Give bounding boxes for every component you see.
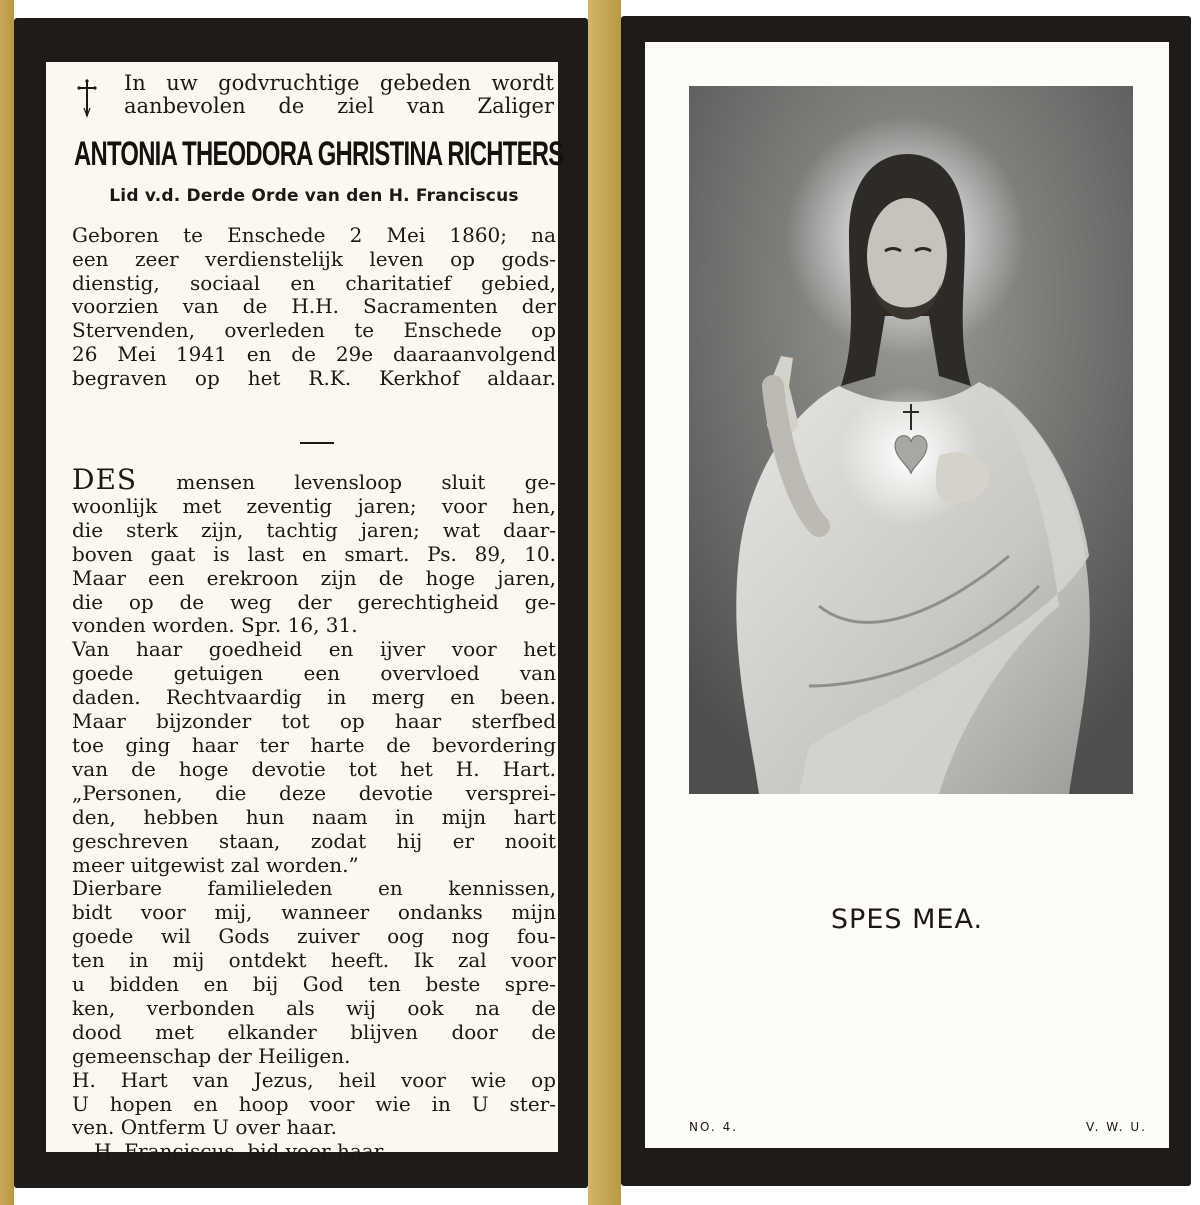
prayer-request [76,72,554,118]
text-line: die sterk zijn, tachtig jaren; wat daar- [72,517,556,542]
text-line-rest: mensen levensloop sluit ge- [137,470,556,494]
biography [72,224,556,391]
text-line [72,463,556,496]
bio-line: Stervenden, overleden te Enschede op [72,318,556,343]
bio-line: 26 Mei 1941 en de 29e daaraanvolgend [72,341,556,366]
text-line: den, hebben hun naam in mijn hart [72,804,556,829]
text-line: daden. Rechtvaardig in merg en been. [72,685,556,710]
bio-line: Geboren te Enschede 2 Mei 1860; na [72,223,556,247]
text-line: Dierbare familieleden en kennissen, [72,876,556,901]
card-edge-left [0,0,14,1205]
bio-line: voorzien van de H.H. Sacramenten der [72,294,556,319]
card-number: NO. 4. [689,1120,739,1134]
text-line: H. Franciscus, bid voor haar. [94,1139,388,1164]
text-line: goede getuigen een overvloed van [72,661,556,686]
text-line: meer uitgewist zal worden.” [72,852,359,877]
text-line: die op de weg der gerechtigheid ge- [72,589,556,614]
text-line: toe ging haar ter harte de bevordering [72,732,556,757]
text-line: gemeenschap der Heiligen. [72,1043,351,1068]
text-line: vonden worden. Spr. 16, 31. [72,613,358,638]
prayer-line: aanbevolen de ziel van Zaliger [124,94,554,118]
membership-line: Lid v.d. Derde Orde van den H. Franciscus [109,186,519,206]
text-line: woonlijk met zeventig jaren; voor hen, [72,493,556,518]
memorial-card-image-side [621,16,1191,1186]
text-line: U hopen en hoop voor wie in U ster- [72,1091,556,1116]
bio-line: een zeer verdienstelijk leven op gods- [72,246,556,271]
text-line: H. Hart van Jezus, heil voor wie op [72,1067,556,1092]
card-edge-between [588,0,621,1205]
memorial-card-text-side [14,18,588,1188]
text-line: dood met elkander blijven door de [72,1019,556,1044]
text-line: geschreven staan, zodat hij er nooit [72,828,556,853]
dropcap: DES [72,463,138,496]
image-panel [645,42,1169,1148]
text-line: van de hoge devotie tot het H. Hart. [72,756,556,781]
text-line: goede wil Gods zuiver oog nog fou- [72,924,556,949]
sacred-heart-image [689,86,1133,794]
cross-icon [76,78,98,118]
text-line: „Personen, die deze devotie versprei- [72,780,556,805]
prayer-line: In uw godvruchtige gebeden wordt [124,71,554,95]
sacred-heart-illustration [689,86,1133,794]
text-line: ken, verbonden als wij ook na de [72,995,556,1020]
bio-line: dienstig, sociaal en charitatief gebied, [72,270,556,295]
memorial-text [72,463,556,1164]
publisher-mark: V. W. U. [1085,1120,1147,1134]
text-line: bidt voor mij, wanneer ondanks mijn [72,900,556,925]
text-line: ten in mij ontdekt heeft. Ik zal voor [72,948,556,973]
bio-line: begraven op het R.K. Kerkhof aldaar. [72,365,556,390]
text-line: u bidden en bij God ten beste spre- [72,972,556,997]
motto: SPES MEA. [830,904,984,935]
text-panel [46,62,564,1164]
text-line: boven gaat is last en smart. Ps. 89, 10. [72,541,556,566]
deceased-name: ANTONIA THEODORA GHRISTINA RICHTERS [74,135,564,173]
text-line: ven. Ontferm U over haar. [72,1115,337,1140]
text-line: Van haar goedheid en ijver voor het [72,637,556,662]
text-line: Maar bijzonder tot op haar sterfbed [72,709,556,734]
text-line: Maar een erekroon zijn de hoge jaren, [72,565,556,590]
divider [300,442,334,444]
